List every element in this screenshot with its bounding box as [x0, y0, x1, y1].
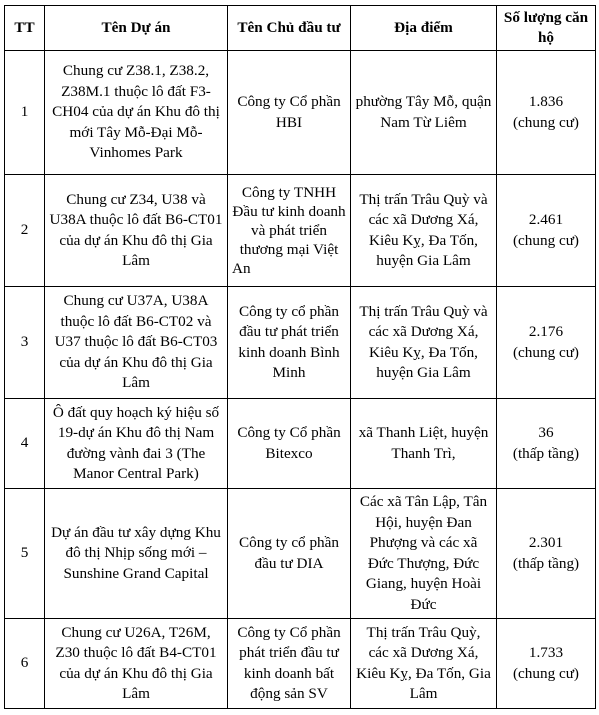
row-number: 5 [5, 489, 45, 619]
owner-name: Công ty Cổ phần HBI [228, 51, 351, 175]
row-number: 2 [5, 175, 45, 287]
location: Thị trấn Trâu Quỳ và các xã Dương Xá, Kiêu Kỵ, Đa Tốn, huyện Gia Lâm [351, 175, 497, 287]
unit-count: 2.461 [528, 211, 564, 228]
row-number: 4 [5, 399, 45, 489]
row-number: 3 [5, 287, 45, 399]
owner-name: Công ty cổ phần đầu tư DIA [228, 489, 351, 619]
table-row [5, 175, 596, 287]
project-name: Chung cư Z38.1, Z38.2, Z38M.1 thuộc lô đất F3-CH04 của dự án Khu đô thị mới Tây Mỗ-Đại Mỗ-Vinhomes Park [45, 51, 228, 175]
unit-count-cell [497, 175, 596, 287]
row-number: 1 [5, 51, 45, 175]
unit-type: (chung cư) [512, 343, 579, 361]
project-name: Ô đất quy hoạch ký hiệu số 19-dự án Khu đô thị Nam đường vành đai 3 (The Manor Central Park) [45, 399, 228, 489]
owner-name: Công ty Cổ phần Bitexco [228, 399, 351, 489]
header-project: Tên Dự án [45, 6, 228, 51]
unit-count-cell [497, 619, 596, 709]
project-name: Chung cư U26A, T26M, Z30 thuộc lô đất B4-CT01 của dự án Khu đô thị Gia Lâm [45, 619, 228, 709]
location: phường Tây Mỗ, quận Nam Từ Liêm [351, 51, 497, 175]
project-name: Chung cư Z34, U38 và U38A thuộc lô đất B6-CT01 của dự án Khu đô thị Gia Lâm [45, 175, 228, 287]
unit-count: 2.176 [528, 323, 564, 340]
location: xã Thanh Liệt, huyện Thanh Trì, [351, 399, 497, 489]
table-row [5, 489, 596, 619]
unit-count-cell [497, 399, 596, 489]
header-units: Số lượng căn hộ [497, 6, 596, 51]
unit-type: (thấp tầng) [512, 444, 580, 462]
unit-count: 36 [538, 424, 554, 441]
unit-type: (chung cư) [512, 664, 579, 682]
unit-count-cell [497, 51, 596, 175]
unit-count-cell [497, 489, 596, 619]
header-location: Địa điểm [351, 6, 497, 51]
table-row [5, 51, 596, 175]
unit-count: 1.733 [528, 644, 564, 661]
table-row [5, 619, 596, 709]
unit-type: (chung cư) [512, 231, 579, 249]
location: Thị trấn Trâu Quỳ, các xã Dương Xá, Kiêu Kỵ, Đa Tốn, Gia Lâm [351, 619, 497, 709]
unit-count-cell [497, 287, 596, 399]
projects-table [4, 5, 596, 709]
location: Các xã Tân Lập, Tân Hội, huyện Đan Phượng và các xã Đức Thượng, Đức Giang, huyện Hoài Đức [351, 489, 497, 619]
header-tt: TT [5, 6, 45, 51]
header-owner: Tên Chủ đầu tư [228, 6, 351, 51]
project-name: Dự án đầu tư xây dựng Khu đô thị Nhịp sống mới – Sunshine Grand Capital [45, 489, 228, 619]
row-number: 6 [5, 619, 45, 709]
location: Thị trấn Trâu Quỳ và các xã Dương Xá, Kiêu Kỵ, Đa Tốn, huyện Gia Lâm [351, 287, 497, 399]
owner-name: Công ty cổ phần đầu tư phát triển kinh doanh Bình Minh [228, 287, 351, 399]
table-row [5, 399, 596, 489]
owner-name: Công ty Cổ phần phát triển đầu tư kinh doanh bất động sản SV [228, 619, 351, 709]
table-header-row [5, 6, 596, 51]
unit-count: 2.301 [528, 534, 564, 551]
unit-type: (chung cư) [512, 113, 579, 131]
unit-count: 1.836 [528, 93, 564, 110]
owner-name: Công ty TNHH Đầu tư kinh doanh và phát triển thương mại Việt An [228, 175, 351, 287]
project-name: Chung cư U37A, U38A thuộc lô đất B6-CT02 và U37 thuộc lô đất B6-CT03 của dự án Khu đô thị Gia Lâm [45, 287, 228, 399]
table-row [5, 287, 596, 399]
unit-type: (thấp tầng) [512, 554, 580, 572]
